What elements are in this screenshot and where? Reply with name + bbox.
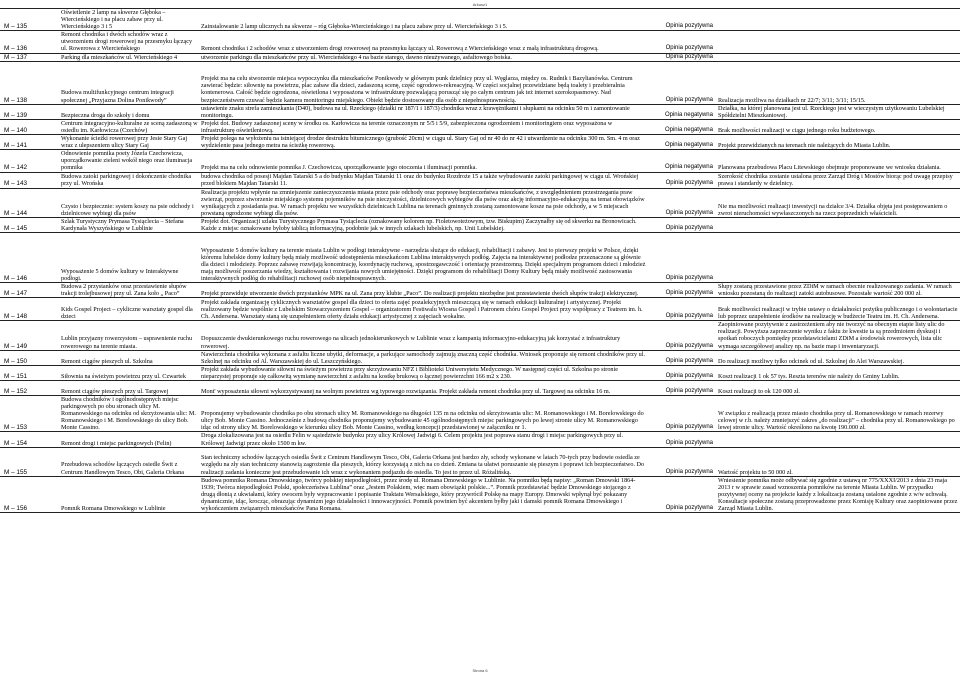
project-id: M – 141 — [0, 135, 60, 150]
project-name: Budowa zatoki parkingowej i dokończenie chodnika przy ul. Wrońska — [60, 172, 200, 188]
project-opinion: Opinia pozytywna — [647, 233, 717, 283]
project-row — [0, 432, 960, 447]
project-description: ustawienie znaku strefa zamieszkania (D40), budowa na ul. Rzeckiego (działki nr 187/1 i 187/3) chodnika wraz z krawężnikami i słupkami na odcinku 50 m i zamontowanie monitoringu. — [200, 104, 647, 119]
project-name: Oświetlenie 2 lamp na skwerze Głęboka – Wiercieńskiego i na placu zabaw przy ul. Wiercieńskiego 3 i 5 — [60, 9, 200, 31]
project-description: Dopuszczenie dwukierunkowego ruchu rowerowego na ulicach jednokierunkowych w Lublinie wraz z kampanią informacyjno-edukacyjną jak korzystać z infrastruktury rowerowej. — [200, 321, 647, 350]
project-id: M – 146 — [0, 233, 60, 283]
project-description: Projekt ma na celu stworzenie miejsca wypoczynku dla mieszkańców Ponikwody w głównym punk dzielnicy przy ul. Węglarza, między os. Rudnik i Bazylianówka. Centrum zawierać będzie: siłownię na powietrzu, plac zabaw dla dzieci, zadaszoną scenę, część ogrodowo-rekreacyjną. W części socjalnej przewidziane będą toalety i przebieralnia kontenerowa. Całość będzie ogrodzona, oświetlona i wyposażona w infrastrukturę pozwalającą porusząć się po całym centrum jak też internet szerokopasmowy. Nad bezpieczeństwem czuwać będzie kamera monitoringu miejskiego. Obiekt będzie dostosowany dla osób z niepełnosprawnością. — [200, 61, 647, 104]
project-name: Budowa chodników i ogólnodostępnych miejsc parkingowych po obu stronach ulicy M. Romanowskiego na odcinku od skrzyżowania ulic: M. Romanowskiego i M. Borelowskiego do ulicy Bob. Monte Cassino. — [60, 396, 200, 432]
project-opinion: Opinia pozytywna — [647, 365, 717, 380]
project-row — [0, 31, 960, 53]
project-remarks — [717, 432, 960, 447]
project-description: Stan techniczny schodów łączących osiedla Świt z Centrum Handlowym Tesco, Obi, Galeria Orkana jest bardzo zły, schody wykonane w latach 70-tych przy budowie osiedla ze względu na zły stan techniczny stanowią zagrożenie dla pieszych, którzy korzystają z nich na co dzień. Zmiana ta ułatwi poruszanie się pieszym i poprawi ich bezpieczeństwo. Do realizacji zadania konieczne jest przebudowanie ich wraz z wykonaniem podjazdu do osiedla. To jest to przez ul. Różalińską. — [200, 447, 647, 476]
project-row — [0, 447, 960, 476]
project-name: Centrum integracyjno-kulturalne ze sceną zadaszoną w osiedlu im. Karłowicza (Czechów) — [60, 119, 200, 134]
project-id: M – 144 — [0, 188, 60, 217]
project-row — [0, 233, 960, 283]
project-row — [0, 381, 960, 396]
project-name: Wyposażenie 5 domów kultury w Interaktywne podłogi. — [60, 233, 200, 283]
project-remarks — [717, 31, 960, 53]
project-id: M – 153 — [0, 396, 60, 432]
page-footer: Strona 6 — [472, 668, 488, 673]
project-opinion: Opinia pozytywna — [647, 476, 717, 512]
project-id: M – 156 — [0, 476, 60, 512]
project-remarks — [717, 9, 960, 31]
project-description: Projekt dot. Budowy zadaszonej sceny w środku os. Karłowicza na terenie oznaczonym nr 5/5 i 5/9, zabezpieczona ogrodzeniem i monitoringiem oraz wyposażona w infrastrukturę oświetleniową. — [200, 119, 647, 134]
project-row — [0, 321, 960, 350]
project-id: M – 151 — [0, 365, 60, 380]
project-description: Zainstalowanie 2 lamp ulicznych na skwerze – róg Głęboka-Wiercieńskiego i na placu zabaw przy ul. Wiercieńskiego 3 i 5. — [200, 9, 647, 31]
project-row — [0, 104, 960, 119]
project-id: M – 145 — [0, 217, 60, 232]
project-opinion: Opinia pozytywna — [647, 188, 717, 217]
project-remarks: Działka, na której planowana jest ul. Rzeckiego jest w wieczystym użytkowaniu Lubelskiej Spółdzielni Mieszkaniowej. — [717, 104, 960, 119]
project-opinion: Opinia pozytywna — [647, 350, 717, 365]
project-opinion: Opinia negatywna — [647, 119, 717, 134]
project-id: M – 150 — [0, 350, 60, 365]
project-remarks: Koszt realizacji 1 ok 57 tys. Reszta terenów nie należy do Gminy Lublin. — [717, 365, 960, 380]
project-id: M – 135 — [0, 9, 60, 31]
project-opinion: Opinia pozytywna — [647, 447, 717, 476]
project-opinion: Opinia pozytywna — [647, 432, 717, 447]
project-opinion: Opinia negatywna — [647, 135, 717, 150]
project-opinion: Opinia pozytywna — [647, 321, 717, 350]
project-description: Projekt dot. Organizacji szlaku Turystycznego Prymasa Tysiąclecia (oznakowany kolorem np. Fioletowoteżowym, tzw. Biskupim) Zaczynałby się od skwerku na Bronowicach. Każde z miejsc oznakowane byłoby tablicą informacyjną, podobnie jak w innych szlakach lubelskich, np. Unii Lubelskiej. — [200, 217, 647, 232]
project-description: Remont chodnika i 2 schodów wraz z utworzeniem drogi rowerowej na przesmyku łączący ul. Rowerową z Wiercieńskiego wraz z małą infrastrukturą drogową. — [200, 31, 647, 53]
project-id: M – 140 — [0, 119, 60, 134]
project-description: Projekt polega na wyłożeniu na istniejącej drodze destruktu bitumicznego (grubość 20cm) w ciągu ul. Stary Gaj od nr 40 do nr 42 i utwardzenie na odcinku 300 m. Sm. 4 m oraz wydzielenie pasa jednego metra na ścieżkę rowerową. — [200, 135, 647, 150]
project-remarks: Zaopiniowane pozytywnie z zastrzeżeniem aby nie tworzyć na obecnym etapie listy ulic do realizacji. Powyższa zaprzeczenie wyniku z faktu że kwestie ta są przedmiotem dyskusji i spotkań roboczych pomiędzy przedstawicielami ZDiM a środowisk rowerowych, lista ulic wymaga szczegółowej analizy np. na bazie map i inwentaryzacji. — [717, 321, 960, 350]
project-opinion: Opinia negatywna — [647, 104, 717, 119]
project-remarks: Brak możliwości realizacji w ciągu jednego roku budżetowego. — [717, 119, 960, 134]
project-opinion: Opinia pozytywna — [647, 298, 717, 321]
project-row — [0, 61, 960, 104]
project-remarks: Realizacja możliwa na działkach nr 22/7; 3/11; 3/11; 15/15. — [717, 61, 960, 104]
project-id: M – 154 — [0, 432, 60, 447]
project-id: M – 136 — [0, 31, 60, 53]
project-name: Szlak Turystyczny Prymasa Tysiąclecia – Stefana Kardynała Wyszyńskiego w Lublinie — [60, 217, 200, 232]
project-row — [0, 476, 960, 512]
project-opinion: Opinia pozytywna — [647, 396, 717, 432]
project-remarks — [717, 217, 960, 232]
project-name: Remont drogi i miejsc parkingowych (Felin) — [60, 432, 200, 447]
project-remarks: Do realizacji możliwy tylko odcinek od ul. Szkolnej do Alei Warszawskiej. — [717, 350, 960, 365]
project-row — [0, 9, 960, 31]
project-description: budowa chodnika od posesji Majdan Tatarski 5 a do budynku Majdan Tatarski 11 oraz do budynku Rozdroże 15 a także wybudowanie zatoki parkingowej w ciągu ul. Wrońskiej przed blokiem Majdan Tatarski 11. — [200, 172, 647, 188]
project-remarks: Brak możliwości realizacji w trybie ustawy o działalności pożytku publicznego i o wolontariacie lub poprzez uzupełnienie środków na realizację w budżecie Teatru im. H. Ch. Andersena. — [717, 298, 960, 321]
project-name: Budowa multifunkcyjnego centrum integracji społecznej „Przyjazna Dolina Ponikwody” — [60, 61, 200, 104]
project-name: Budowa 2 przystanków oraz przestawienie słupów trakcji trolejbusowej przy ul. Zana koło „ Paco” — [60, 283, 200, 298]
project-row — [0, 172, 960, 188]
project-name: Lublin przyjazny rowerzystom – usprawnienie ruchu rowerowego na terenie miasta. — [60, 321, 200, 350]
project-opinion: Opinia pozytywna — [647, 53, 717, 61]
project-id: M – 155 — [0, 447, 60, 476]
project-name: Czysto i bezpiecznie: system koszy na psie odchody i dzielnicowe wybiegi dla psów — [60, 188, 200, 217]
project-name: Bezpieczna droga do szkoły i domu — [60, 104, 200, 119]
project-name: Remont ciągów pieszych ul. Szkolna — [60, 350, 200, 365]
project-name: Kids Gospel Project – cykliczne warsztaty gospel dla dzieci — [60, 298, 200, 321]
project-remarks: W związku z realizacją przez miasto chodnika przy ul. Romanowskiego w ramach rezerwy celowej w r.b. należy zmniejszyć zakres „do realizacji” – chodnika przy ul. Romanowskiego po lewej stronie ulicy. Wartość określono na kwotę 190.000 zł. — [717, 396, 960, 432]
project-remarks: Wartość projektu to 50 000 zł. — [717, 447, 960, 476]
project-row — [0, 119, 960, 134]
project-row — [0, 217, 960, 232]
project-remarks — [717, 53, 960, 61]
project-description: Realizacja projektu wpłynie na zmniejszenie zanieczyszczenia miasta przez psie odchody oraz poprawę bezpieczeństwa mieszkańców, z uwzględnieniem przestrzegania praw zwierząt, poprzez stworzenie miejskiego systemu pojemników na psie nieczystości, dzielnicowych wybiegów dla psów oraz akcję informacyjno-edukacyjną na temat obowiązków wynikających z posiadania psa. W ramach projektu we wszystkich dzielnicach Lublina na terenach gminnych zostaną zamontowane kosze na psie odchody, a w 5 miejscach powstaną ogrodzone wybiegi dla psów. — [200, 188, 647, 217]
project-description: Budowa pomnika Romana Dmowskiego, twórcy polskiej niepodległości, przez środę ul. Romana Dmowskiego w Lublinie. Na pomniku będą napisy: „Roman Dmowski 1864-1939; Twórca niepodległości Polski, społeczeństwa Lublina” oraz „Jestem Polakiem, więc mam obowiązki polskie...”. Pomnik przedstawiać będzie Dmowskiego stojącego z drugą dłonią z ukwiałami, który owocem były wypracowanie i popisanie Traktatu Wersalskiego, który przywrócił Polskę na mapy Europy. Dmowski wpłynął być pokazany dynamicznie, idąc, krocząc, obrazując dynamizm jego działalności i innowacyjności. Pomnik powinien być akcentem byłby jaki i damski pomnik Romana Dmowskiego i wykończeniem związanych mieszkańców Pana Romana. — [200, 476, 647, 512]
project-remarks: Nie ma możliwości realizacji inwestycji na działce 3/4. Działka objęta jest postępowaniem o zwrot nieruchomości wywłaszczonych na rzecz poprzednich właścicieli. — [717, 188, 960, 217]
project-row — [0, 150, 960, 172]
project-description: Projekt ma na celu odnowienie pomnika J. Czechowicza, uporządkowanie jego otoczenia i iluminacji pomnika. — [200, 150, 647, 172]
project-description: Projekt zakłada wybudowanie siłowni na świeżym powietrzu przy skrzyżowaniu NFZ i Biblioteki Uniwersytetu Medycznego. W następnej części ul. Szkolna po stronie nieparzystej proponuje się całkowitą wymianę nawierzchni z asfaltu na kostkę brukową o łącznej powierzchni 166 m2 x 230. — [200, 365, 647, 380]
project-row — [0, 350, 960, 365]
project-name: Pomnik Romana Dmowskiego w Lublinie — [60, 476, 200, 512]
project-remarks: Szerokość chodnika zostanie ustalona przez Zarząd Dróg i Mostów biorąc pod uwagę przepisy prawa i standardy w dzielnicy. — [717, 172, 960, 188]
project-name: Wykonanie ścieżki rowerowej przy Jesie Stary Gaj wraz z ulepszeniem ulicy Stary Gaj — [60, 135, 200, 150]
projects-table — [0, 8, 960, 513]
project-id: M – 147 — [0, 283, 60, 298]
project-id: M – 148 — [0, 298, 60, 321]
sheet-header: Arkusz1 — [472, 2, 488, 7]
project-remarks — [717, 233, 960, 283]
project-row — [0, 365, 960, 380]
project-opinion: Opinia negatywna — [647, 150, 717, 172]
project-name: Przebudowa schodów łączących osiedle Świt z Centrum Handlowym Tesco, Obi, Galeria Orkana — [60, 447, 200, 476]
project-description: Nawierzchnia chodnika wykonana z asfaltu liczne ubytki, deformacje, a parkujące samochody zajmują znaczną część chodnika. Wniosek proponuje się remont chodników przy ul. Szkolnej na odcinku od Al. Warszawskiej do ul. Leszczyńskiego. — [201, 350, 646, 365]
project-opinion: Opinia pozytywna — [647, 381, 717, 396]
project-remarks: Projekt przewidzianych na terenach nie należących do Miasta Lublin. — [717, 135, 960, 150]
project-id: M – 152 — [0, 381, 60, 396]
project-description: Projekt zakłada organizację cyklicznych warsztatów gospel dla dzieci to oferta zajęć pozalekcyjnych mieszczącą się w ramach edukacji kulturalnej i artystycznej. Projekt realizowany będzie wspólnie z Lubelskim Stowarzyszeniem Gospel – organizatorem Festiwalu Wiosna Gospel i Patronem chóru Gospel Project przy współpracy z Teatrem im. h. Ch. Andersena. Warsztaty staną się uzupełnieniem oferty działu edukacji artystycznej z zajęciach wokalne. — [200, 298, 647, 321]
project-name: Siłownia na świeżym powietrzu przy ul. Czwartek — [60, 365, 200, 380]
project-opinion: Opinia pozytywna — [647, 31, 717, 53]
project-row — [0, 188, 960, 217]
project-name: Odnowienie pomnika poety Józefa Czechowicza, uporządkowanie zieleni wokół niego oraz iluminacja pomnika — [60, 150, 200, 172]
project-id: M – 142 — [0, 150, 60, 172]
project-id: M – 138 — [0, 61, 60, 104]
project-description: Projekt przewiduje utworzenie dwóch przystanków MPK na ul. Zana przy klubie „Paco”. Do realizacji projektu niezbędne jest przestawienie dwóch słupów trakcji elektrycznej. — [200, 283, 647, 298]
project-opinion: Opinia pozytywna — [647, 283, 717, 298]
project-name: Parking dla mieszkańców ul. Wiercieńskiego 4 — [60, 53, 200, 61]
project-opinion: Opinia pozytywna — [647, 61, 717, 104]
project-description: Proponujemy wybudowanie chodnika po obu stronach ulicy M. Romanowskiego na długości 135 m na odcinku od skrzyżowania ulic: M. Romanowskiego i M. Borelowskiego do ulicy Bob. Monte Cassino. Jednocześnie z budową chodnika proponujemy wybudowanie 45 ogólnodostępnych miejsc parkingowych po lewej stronie ulicy M. Romanowskiego idąc od strony ulicy M. Borelowskiego w kierunku ulicy Bob. Monte Cassino, według koncepcji przedstawionej w załączniku nr 1. — [200, 396, 647, 432]
project-remarks: Słupy zostaną przestawione przez ZDiM w ramach obecnie realizowanego zadania. W ramach wniosku pozostaną do realizacji zatoki autobusowe. Pozostałe wartość 200 000 zł. — [717, 283, 960, 298]
project-opinion: Opinia pozytywna — [647, 9, 717, 31]
project-row — [0, 135, 960, 150]
project-description: utworzenie parkingu dla mieszkańców przy ul. Wiercieńskiego 4 na bazie starego, dawno nieużywanego, asfaltowego boiska. — [200, 53, 647, 61]
projects-table-body — [0, 9, 960, 513]
project-name: Remont ciągów pieszych przy ul. Targowej — [60, 381, 200, 396]
project-remarks: Koszt realizacji to ok 120 000 zł. — [717, 381, 960, 396]
project-id: M – 149 — [0, 321, 60, 350]
project-opinion: Opinia pozytywna — [647, 172, 717, 188]
project-description: Mont' wyposażenia siłowni wykorzystywanej na wolnym powietrzu wg typowego rozwiązania. Projekt zakłada remont chodnika przy ul. Targowej na odcinku 16 m. — [200, 381, 647, 396]
project-description: Droga zlokalizowana jest na osiedlu Felin w sąsiedztwie budynku przy ulicy Królowej Jadwigi 6. Celem projektu jest poprawa stanu drogi i miejsc parkingowych przy ul. Królowej Jadwigi przez około 1500 m kw. — [200, 432, 647, 447]
project-row — [0, 298, 960, 321]
project-description: Wyposażenie 5 domów kultury na terenie miasta Lublin w podłogi interaktywne - narzędzia służące do edukacji, rehabilitacji i zabawy. Jest to pierwszy projekt w Polsce, dzięki któremu lubelskie domy kultury będą miały możliwość udostępnienia mieszkańcom Lublina interaktywnych podłóg. Zajęcia na interaktywnej podłodze przeznaczone są głównie dla dzieci i młodzieży. Poprzez zabawę rozwijają koncentrację, koordynację ruchową, spostrzegawczość i orientację przestrzenną. Dzięki specjalnym programom dzieci i młodzież mają możliwość poszerzania wiedzy, kształtowania i rozwijania nowych umiejętności. Dzięki programom do rehabilitacji Domy Kultury będą miały możliwość zastosowania interaktywnych podłóg do rehabilitacji ruchowej osób niepełnosprawnych. — [200, 233, 647, 283]
project-row — [0, 53, 960, 61]
project-id: M – 143 — [0, 172, 60, 188]
project-opinion: Opinia pozytywna — [647, 217, 717, 232]
project-row — [0, 396, 960, 432]
project-row — [0, 283, 960, 298]
project-id: M – 137 — [0, 53, 60, 61]
project-name: Remont chodnika i dwóch schodów wraz z utworzeniem drogi rowerowej na przesmyku łączący ul. Rowerowa z Wiercieńskiego — [60, 31, 200, 53]
project-remarks: Wniesienie pomnika może odbywać się zgodnie z ustawą nr 775/XXXI/2013 z dnia 23 maja 2013 r w sprawie zasad wznoszenia pomników na terenie Miasta Lublin. W przypadku pozytywnej oceny na projekcie każdy z lokalizacja zostaną ustalone zgodnie z w/w uchwałą. Konsultacje społeczne zostaną przeprowadzone przez Komisję Kultury oraz zaopiniowane przez Zarząd Miasta Lublin. — [717, 476, 960, 512]
project-remarks: Planowana przebudowa Placu Litewskiego obejmuje proponowane we wniosku działania. — [717, 150, 960, 172]
project-id: M – 139 — [0, 104, 60, 119]
